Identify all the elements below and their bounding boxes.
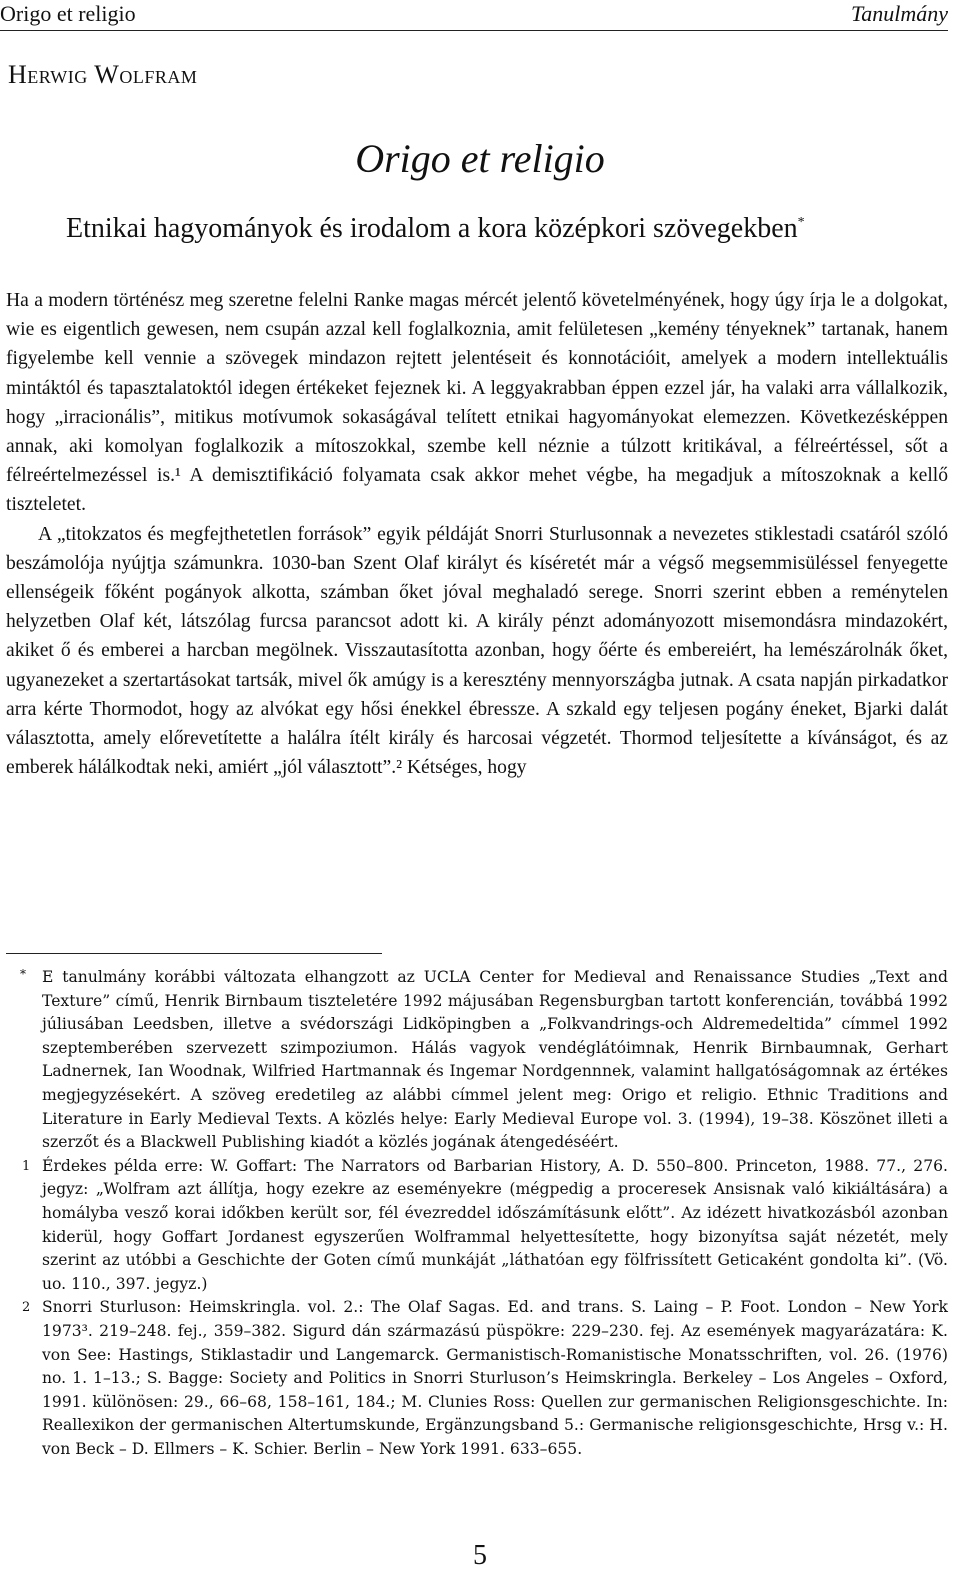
footnote-1: [6, 1155, 948, 1297]
body-text: [6, 286, 948, 782]
paragraph-1: Ha a modern történész meg szeretne felelni Ranke magas mércét jelentő követelményének, hogy úgy írja le a dolgokat, wie es eigentlich gewesen, nem csupán azzal kell foglalkoznia, amit felületesen „kemény tényeknek” tartanak, hanem figyelembe kell vennie a szövegek mindazon rejtett jelentéseit és konnotációit, amelyek a modern intellektuális mintáktól és tapasztalatoktól idegen értékeket fejeznek ki. A leggyakrabban éppen ezzel jár, ha valaki arra vállalkozik, hogy „irracionális”, mitikus motívumok sokaságával telített etnikai hagyományokat elemezzen. Következésképpen annak, aki komolyan foglalkozik a mítoszokkal, szembe kell néznie a túlzott kritikával, a félreértéssel, sőt a félreértelmezéssel is.¹ A demisztifikáció folyamata csak akkor mehet végbe, ha megadjuk a mítoszoknak a kellő tiszteletet.: [6, 290, 948, 516]
footnote-separator: [6, 953, 382, 954]
footnote-2: [6, 1296, 948, 1461]
footnote-text: Érdekes példa erre: W. Goffart: The Narrators od Barbarian History, A. D. 550–800. Princeton, 1988. 77., 276. jegyz: „Wolfram azt állítja, hogy ezekre az eseményekre (mégpedig a proceresek Ansisnak való kikiáltására) a homályba vesző korai időkben került sor, fél évezreddel időszámításunk előtt”. Az idézett hivatkozásból azonban kiderül, hogy Goffart Jordanest egyszerűen Wolframmal helyettesítette, hogy bizonyítsa saját nézetét, mely szerint az utóbbi a Geschichte der Goten című munkáját „láthatóan egy fölfrissített Geticaként gondolta ki”. (Vö. uo. 110., 397. jegyz.): [42, 1156, 948, 1293]
page-number: 5: [473, 1540, 487, 1571]
footnote-text: Snorri Sturluson: Heimskringla. vol. 2.: The Olaf Sagas. Ed. and trans. S. Laing – P. Foot. London – New York 1973³. 219–248. fej., 359–382. Sigurd dán származású püspökre: 229–230. fej. Az események magyarázatára: K. von See: Hastings, Stiklastadir und Langemarck. Germanistisch-Romanistische Monatsschriften, vol. 26. (1976) no. 1. 1–13.; S. Bagge: Society and Politics in Snorri Sturluson’s Heimskringla. Berkeley – Los Angeles – Oxford, 1991. különösen: 29., 66–68, 158–161, 184.; M. Clunies Ross: Quellen zur germanischen Religionsgeschichte. In: Reallexikon der germanischen Altertumskunde, Ergänzungsband 5.: Germanische religionsgeschichte, Hrsg v.: H. von Beck – D. Ellmers – K. Schier. Berlin – New York 1991. 633–655.: [42, 1298, 948, 1458]
article-title: Origo et religio: [355, 136, 605, 181]
footnotes: [6, 966, 948, 1461]
footnote-mark: 1: [22, 1158, 31, 1174]
running-header: [0, 0, 948, 31]
footnote-mark: *: [20, 967, 26, 981]
footnote-text: E tanulmány korábbi változata elhangzott az UCLA Center for Medieval and Renaissance Studies „Text and Texture” című, Henrik Birnbaum tiszteletére 1992 májusában Regensburgban tartott konferencián, továbbá 1992 júliusában Leedsben, illetve a svédországi Lidköpingben a „Folkvandrings-och Aldremedeltida” címmel 1992 szeptemberében szervezett szimpoziumon. Hálás vagyok vendéglátóimnak, Henrik Birnbaumnak, Gerhart Ladnernek, Ian Woodnak, Wilfried Hartmannak és Ingemar Nordgennnek, valamint hallgatóságomnak az értékes megjegyzésekért. A szöveg eredetileg az alábbi címmel jelent meg: Origo et religio. Ethnic Traditions and Literature in Early Medieval Texts. A közlés helye: Early Medieval Europe vol. 3. (1994), 19–38. Köszönet illeti a szerzőt és a Blackwell Publishing kiadót a közlés jogának átengedéséért.: [42, 968, 948, 1152]
footnote-mark: 2: [22, 1300, 31, 1316]
article-subtitle: [66, 213, 805, 245]
subtitle-footnote-mark: *: [797, 215, 805, 230]
paragraph-2: A „titokzatos és megfejthetetlen források” egyik példáját Snorri Sturlusonnak a nevezetes stiklestadi csatáról szóló beszámolója nyújtja számunkra. 1030-ban Szent Olaf királyt és kíséretét már a végső megsemmisüléssel fenyegette ellenségeik főként pogányok alkotta, számban őket jóval meghaladó serege. Snorri szerint ebben a reménytelen helyzetben Olaf két, látszólag furcsa parancsot adott ki. A király pénzt adományozott misemondásra mindazokért, akiket ő és emberei a harcban megölnek. Visszautasította azonban, hogy őérte és embereiért, ha lemészárolnák őket, ugyanezeket a szertartásokat tartsák, mivel ők amúgy is a keresztény mennyországba jutnak. A csata napján pirkadatkor arra kérte Thormodot, hogy az alvókat egy hősi énekkel ébressze. A szkald egy teljesen pogány éneket, Bjarki dalát választotta, amely előrevetítette a halálra ítélt király és harcosai végzetét. Thormod teljesítette a kívánságot, és az emberek hálálkodtak neki, amiért „jól választott”.² Kétséges, hogy: [6, 523, 948, 779]
author-name: Herwig Wolfram: [8, 60, 198, 89]
subtitle-text: Etnikai hagyományok és irodalom a kora középkori szövegekben: [66, 213, 798, 244]
footnote-star: [6, 966, 948, 1155]
header-journal-title: Origo et religio: [0, 1, 136, 26]
header-section: Tanulmány: [851, 1, 948, 26]
